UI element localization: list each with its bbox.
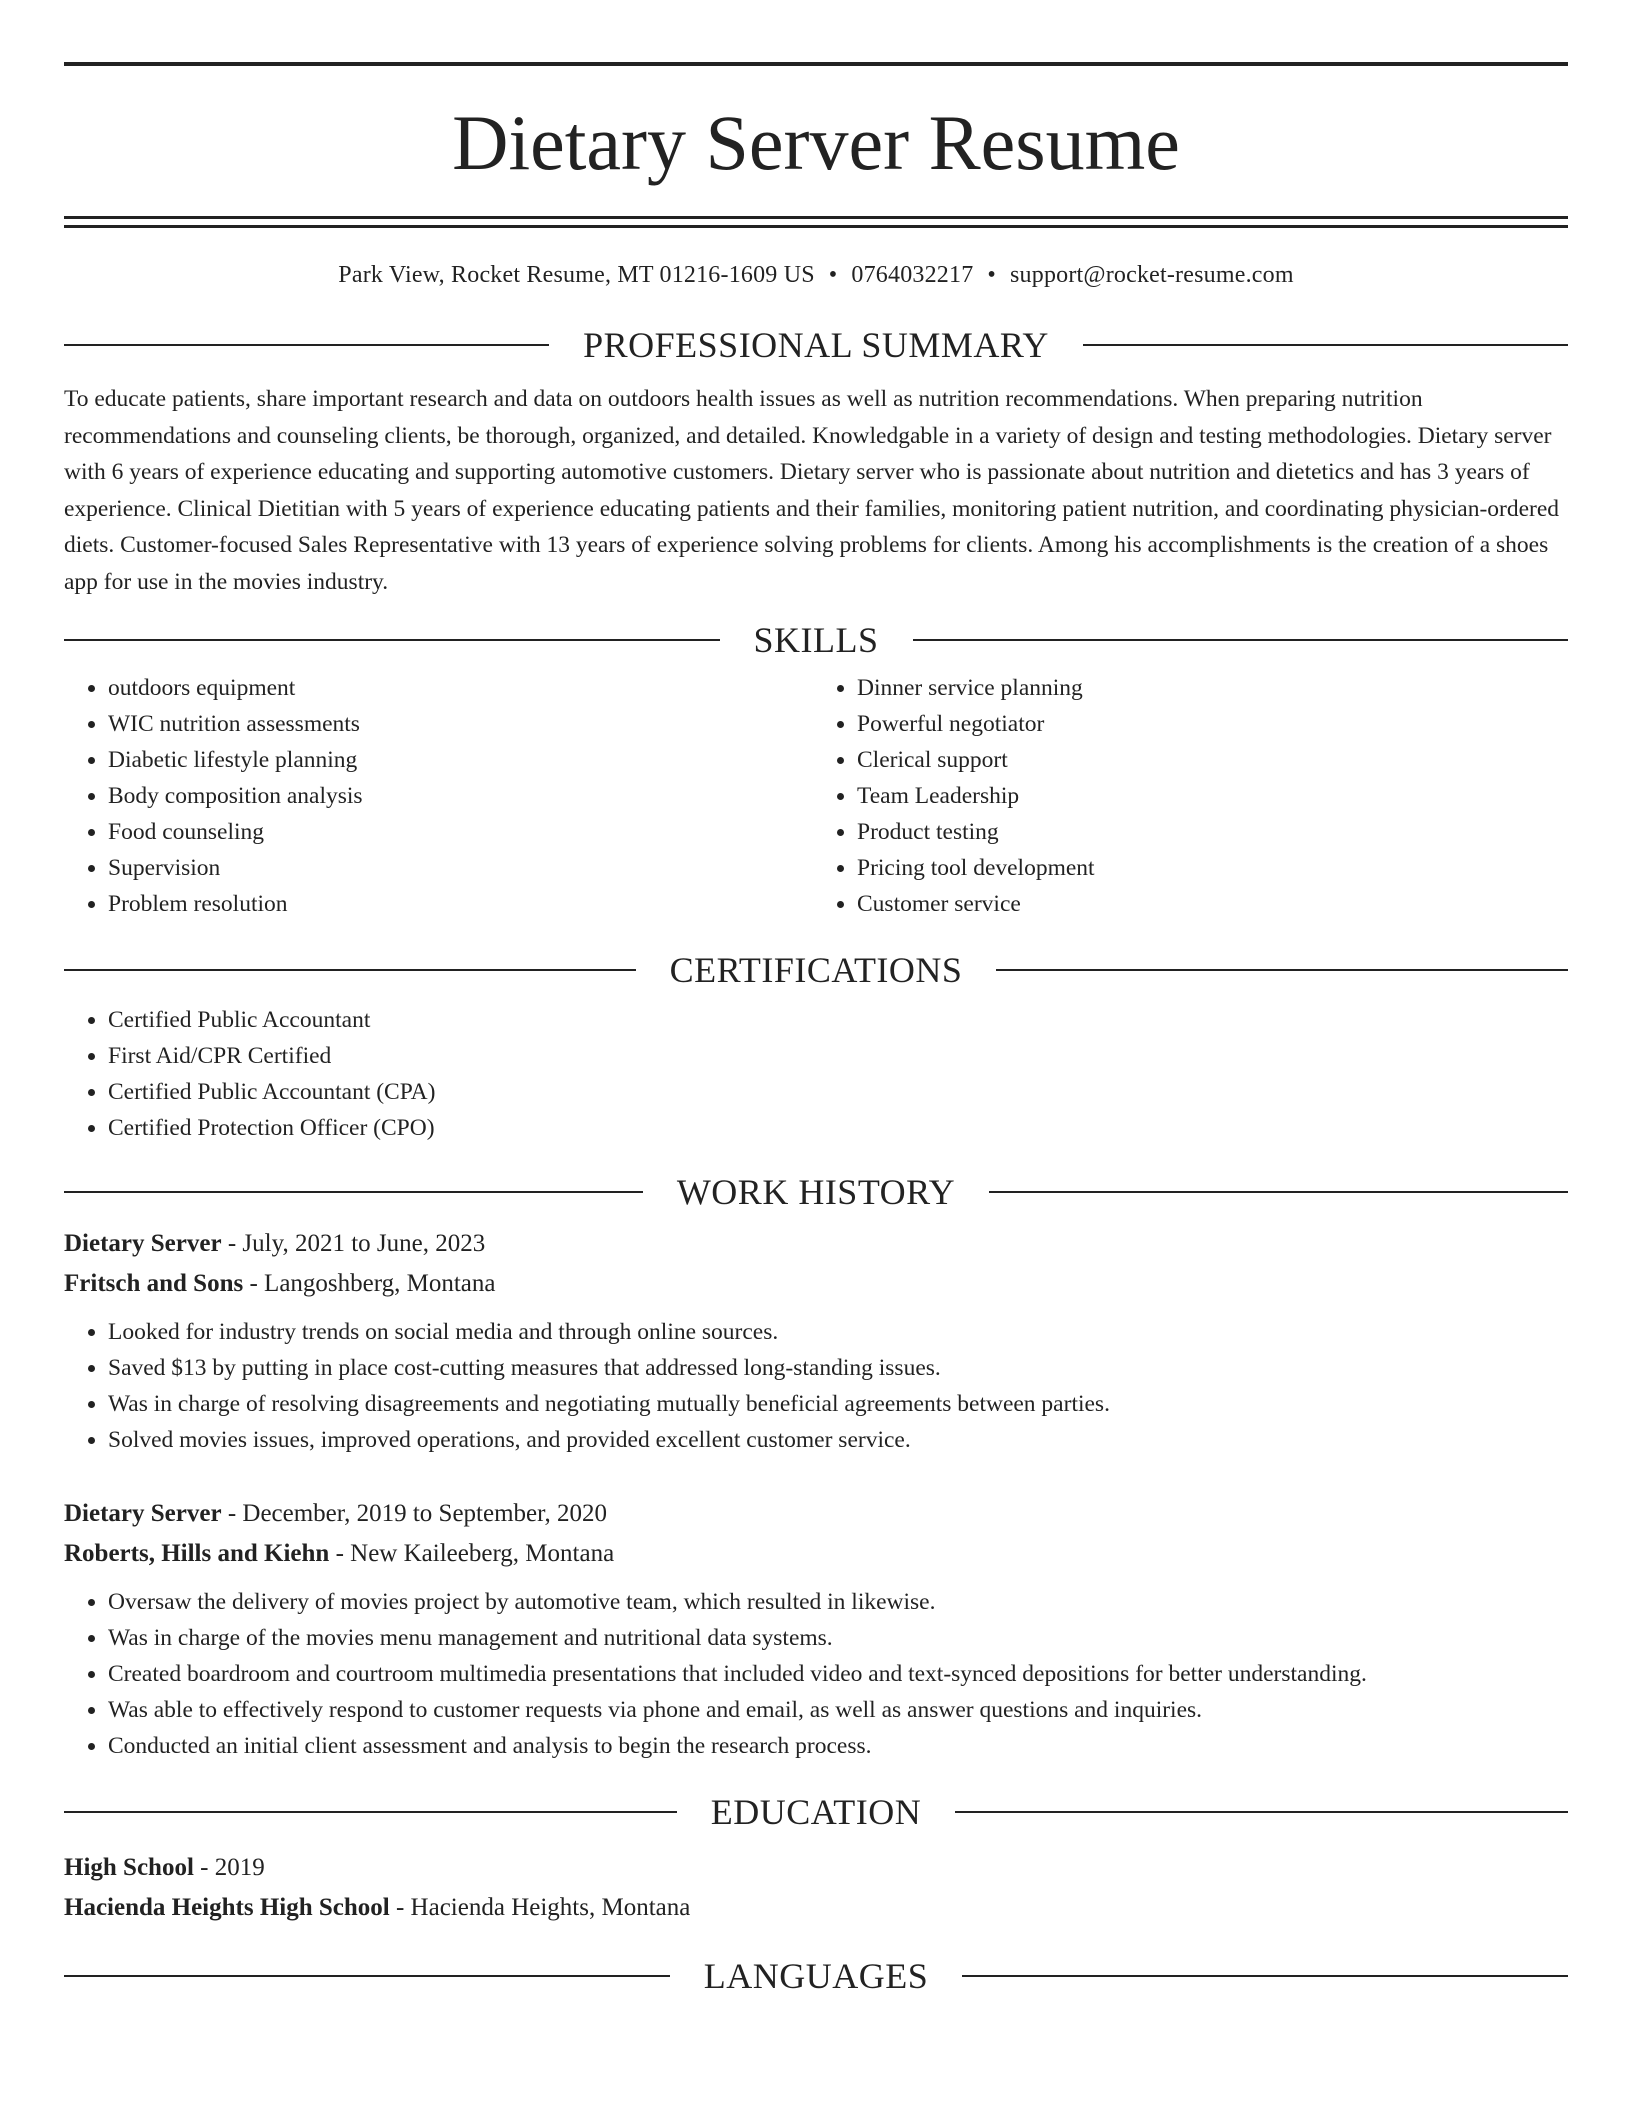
job-dates: - July, 2021 to June, 2023 — [221, 1230, 486, 1257]
heading-rule-right — [955, 1811, 1568, 1813]
skills-column-left — [64, 670, 816, 922]
contact-separator: • — [987, 262, 996, 288]
heading-rule-left — [64, 344, 549, 346]
skill-item: • Supervision — [108, 850, 816, 886]
job-company: Fritsch and Sons — [64, 1270, 244, 1297]
skill-item: • Food counseling — [108, 814, 816, 850]
certification-item: • Certified Public Accountant — [108, 1002, 1568, 1038]
education-school-line — [64, 1888, 1568, 1928]
section-heading-skills — [64, 622, 1568, 658]
job-location: - Langoshberg, Montana — [243, 1270, 496, 1297]
heading-rule-left — [64, 639, 720, 641]
title-block — [64, 0, 1568, 228]
contact-address: Park View, Rocket Resume, MT 01216-1609 US — [338, 262, 815, 288]
job-location: - New Kaileeberg, Montana — [329, 1540, 615, 1567]
education-degree: High School — [64, 1854, 194, 1881]
job-bullet: • Looked for industry trends on social media and through online sources. — [108, 1314, 1568, 1350]
job-bullet: • Was in charge of the movies menu management and nutritional data systems. — [108, 1620, 1568, 1656]
contact-line — [64, 262, 1568, 289]
job-title: Dietary Server — [64, 1500, 222, 1527]
title-rule-1 — [64, 216, 1568, 219]
skill-item: • Diabetic lifestyle planning — [108, 742, 816, 778]
section-title: CERTIFICATIONS — [669, 950, 963, 990]
page-title: Dietary Server Resume — [452, 99, 1180, 186]
skill-item: • Team Leadership — [857, 778, 1568, 814]
job-bullet: • Created boardroom and courtroom multimedia presentations that included video and text-synced depositions for better understanding. — [108, 1656, 1568, 1692]
skill-item: • Customer service — [857, 886, 1568, 922]
skills-column-right — [816, 670, 1568, 922]
skill-item: • Pricing tool development — [857, 850, 1568, 886]
heading-rule-right — [989, 1191, 1568, 1193]
heading-rule-left — [64, 1811, 677, 1813]
job-company-line — [64, 1264, 1568, 1304]
skills-list — [64, 670, 1568, 922]
skill-item: • Powerful negotiator — [857, 706, 1568, 742]
job-company: Roberts, Hills and Kiehn — [64, 1540, 330, 1567]
job-title-line — [64, 1494, 1568, 1534]
heading-rule-right — [996, 969, 1568, 971]
section-title: SKILLS — [753, 620, 879, 660]
section-heading-summary — [64, 327, 1568, 363]
job-title: Dietary Server — [64, 1230, 222, 1257]
education-degree-line — [64, 1848, 1568, 1888]
section-title: EDUCATION — [710, 1792, 922, 1832]
section-heading-certifications — [64, 952, 1568, 988]
job-bullet: • Was in charge of resolving disagreements and negotiating mutually beneficial agreements between parties. — [108, 1386, 1568, 1422]
job-bullet: • Was able to effectively respond to customer requests via phone and email, as well as answer questions and inquiries. — [108, 1692, 1568, 1728]
section-title: PROFESSIONAL SUMMARY — [583, 325, 1049, 365]
skill-item: • Problem resolution — [108, 886, 816, 922]
summary-text: To educate patients, share important research and data on outdoors health issues as well as nutrition recommendations. When preparing nutrition recommendations and counseling clients, be thorough, organized, and detailed. Knowledgable in a variety of design and testing methodologies. Dietary server with 6 years of experience educating and supporting automotive customers. Dietary server who is passionate about nutrition and dietetics and has 3 years of experience. Clinical Dietitian with 5 years of experience educating patients and their families, monitoring patient nutrition, and coordinating physician-ordered diets. Customer-focused Sales Representative with 13 years of experience solving problems for clients. Among his accomplishments is the creation of a shoes app for use in the movies industry. — [64, 386, 1560, 595]
section-title: LANGUAGES — [703, 1956, 929, 1996]
job-title-line — [64, 1224, 1568, 1264]
job-company-line — [64, 1534, 1568, 1574]
skill-item: • Dinner service planning — [857, 670, 1568, 706]
certification-item: • Certified Public Accountant (CPA) — [108, 1074, 1568, 1110]
section-title: WORK HISTORY — [676, 1172, 956, 1212]
title-rule-2 — [64, 225, 1568, 228]
job-bullet: • Solved movies issues, improved operations, and provided excellent customer service. — [108, 1422, 1568, 1458]
education-entry — [64, 1848, 1568, 1928]
job-bullets — [64, 1584, 1568, 1764]
certification-item: • First Aid/CPR Certified — [108, 1038, 1568, 1074]
section-heading-languages — [64, 1958, 1568, 1994]
contact-separator: • — [828, 262, 838, 288]
contact-phone: 0764032217 — [851, 262, 974, 288]
contact-email[interactable]: support@rocket-resume.com — [1010, 262, 1294, 288]
heading-rule-right — [913, 639, 1569, 641]
education-location: - Hacienda Heights, Montana — [389, 1894, 691, 1921]
heading-rule-left — [64, 1191, 643, 1193]
education-year: - 2019 — [193, 1854, 265, 1881]
job-bullet: • Oversaw the delivery of movies project by automotive team, which resulted in likewise. — [108, 1584, 1568, 1620]
skill-item: • WIC nutrition assessments — [108, 706, 816, 742]
skill-item: • outdoors equipment — [108, 670, 816, 706]
heading-rule-left — [64, 1975, 670, 1977]
job-bullet: • Conducted an initial client assessment and analysis to begin the research process. — [108, 1728, 1568, 1764]
certifications-list — [64, 1002, 1568, 1146]
certification-item: • Certified Protection Officer (CPO) — [108, 1110, 1568, 1146]
section-heading-work-history — [64, 1174, 1568, 1210]
job-bullets — [64, 1314, 1568, 1458]
education-school: Hacienda Heights High School — [64, 1894, 390, 1921]
heading-rule-right — [1083, 344, 1568, 346]
heading-rule-right — [962, 1975, 1568, 1977]
skill-item: • Clerical support — [857, 742, 1568, 778]
heading-rule-left — [64, 969, 636, 971]
job-dates: - December, 2019 to September, 2020 — [221, 1500, 607, 1527]
job-bullet: • Saved $13 by putting in place cost-cutting measures that addressed long-standing issues. — [108, 1350, 1568, 1386]
job-entry — [64, 1494, 1568, 1764]
skill-item: • Body composition analysis — [108, 778, 816, 814]
section-heading-education — [64, 1794, 1568, 1830]
job-entry — [64, 1224, 1568, 1458]
skill-item: • Product testing — [857, 814, 1568, 850]
